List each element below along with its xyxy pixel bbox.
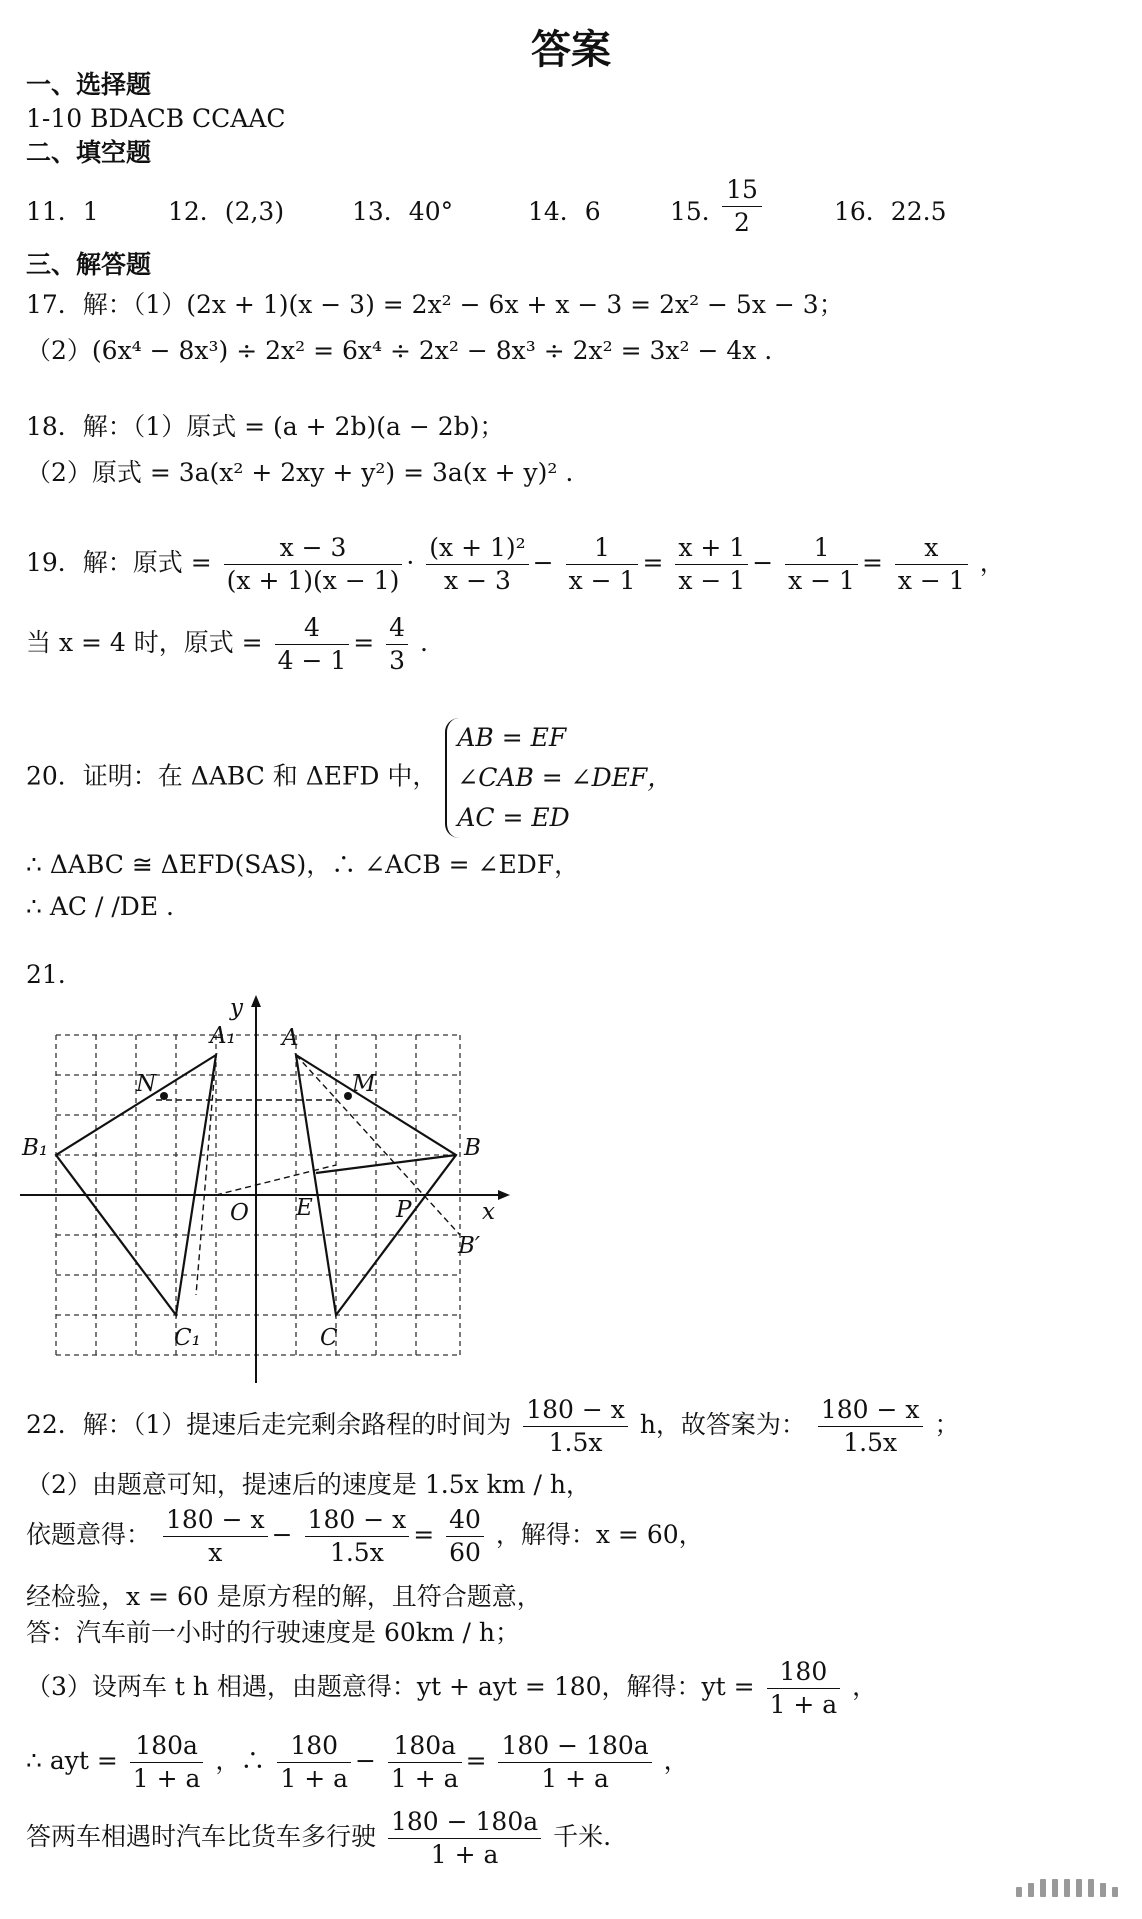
q19-line2: 当 x = 4 时，原式 = $\frac{4}{4 - 1}$ = $\frac{4}{3}$ . <box>26 613 428 675</box>
q21-label: 21. <box>26 960 66 989</box>
q19-fraction-4: $\frac{x + 1}{x - 1}$ <box>675 532 748 597</box>
page-title: 答案 <box>531 27 611 73</box>
q20-line3: ∴ AC / /DE . <box>26 892 174 921</box>
answer-16: 16．22.5 <box>834 197 947 226</box>
section-choice: 一、选择题 <box>26 70 152 99</box>
label-n: N <box>136 1071 157 1097</box>
q20-line1 <box>26 718 672 838</box>
choice-answers: 1-10 BDACB CCAAC <box>26 104 286 133</box>
section-fill: 二、填空题 <box>26 138 152 167</box>
q19-line2-fraction-1: $\frac{4}{4 - 1}$ <box>275 612 350 677</box>
dashed-construction-lines <box>156 1055 460 1295</box>
q22-eq-fraction-3: $\frac{40}{60}$ <box>446 1504 484 1569</box>
q20-line2: ∴ ΔABC ≅ ΔEFD(SAS)，∴ ∠ACB = ∠EDF， <box>26 850 580 879</box>
q22-eq-fraction-1: $\frac{180 - x}{x}$ <box>163 1504 268 1569</box>
q22-part1-fraction-2: $\frac{180 - x}{1.5x}$ <box>818 1394 923 1459</box>
label-b: B <box>464 1135 481 1161</box>
answer-14: 14．6 <box>528 197 601 226</box>
q18-part2: （2）原式 = 3a(x² + 2xy + y²) = 3a(x + y)² . <box>26 458 574 487</box>
q19-fraction-1: $\frac{x - 3}{(x + 1)(x - 1)}$ <box>224 532 403 597</box>
q22-part3: （3）设两车 t h 相遇，由题意得：yt + ayt = 180，解得：yt = $\frac{180}{1 + a}$ ， <box>26 1657 878 1719</box>
point-n <box>160 1092 168 1100</box>
q22-part1: 22．解：（1）提速后走完剩余路程的时间为 $\frac{180 - x}{1.5x}$ h，故答案为： $\frac{180 - x}{1.5x}$ ； <box>26 1395 960 1457</box>
q22-der-fraction-2: $\frac{180}{1 + a}$ <box>277 1730 351 1795</box>
q22-derivation: ∴ ayt = $\frac{180a}{1 + a}$ ，∴ $\frac{180}{1 + a}$ − $\frac{180a}{1 + a}$ = $\frac{180 - 180a}{1 + a}$ ， <box>26 1731 689 1793</box>
q20-lead: 20．证明：在 ΔABC 和 ΔEFD 中， <box>26 761 438 791</box>
fraction-denominator: 2 <box>734 208 750 237</box>
label-a: A <box>282 1025 299 1051</box>
q19-line1: 19．解：原式 = $\frac{x - 3}{(x + 1)(x - 1)}$ · $\frac{\text{(x + 1)²}}{x - 3}$ − $\frac{1}{x - 1}$ = $\frac{x + 1}{x - 1}$ − $\frac{1}{x - 1}$ = $\frac{x}{x - 1}$ ， <box>26 533 1005 595</box>
point-m <box>344 1092 352 1100</box>
label-b1: B₁ <box>22 1135 49 1161</box>
q22-der-fraction-3: $\frac{180a}{1 + a}$ <box>388 1730 462 1795</box>
answer-11: 11．1 <box>26 197 99 226</box>
answer-15-fraction <box>722 174 762 239</box>
q22-check: 经检验，x = 60 是原方程的解，且符合题意， <box>26 1582 542 1611</box>
q22-eq-fraction-2: $\frac{180 - x}{1.5x}$ <box>305 1504 410 1569</box>
q17-part2: （2）(6x⁴ − 8x³) ÷ 2x² = 6x⁴ ÷ 2x² − 8x³ ÷ 2x² = 3x² − 4x . <box>26 336 773 365</box>
section-solutions: 三、解答题 <box>26 250 152 279</box>
q19-fraction-6: $\frac{x}{x - 1}$ <box>895 532 968 597</box>
q19-fraction-3: $\frac{1}{x - 1}$ <box>566 532 639 597</box>
label-x-axis: x <box>482 1199 495 1225</box>
label-c1: C₁ <box>174 1325 201 1351</box>
q19-line2-fraction-2: $\frac{4}{3}$ <box>386 612 408 677</box>
q22-der-fraction-1: $\frac{180a}{1 + a}$ <box>130 1730 204 1795</box>
label-e: E <box>296 1195 313 1221</box>
q17-part1: 17．解：（1）(2x + 1)(x − 3) = 2x² − 6x + x − 3 = 2x² − 5x − 3； <box>26 290 844 319</box>
label-p: P <box>396 1197 412 1223</box>
q22-part1-fraction-1: $\frac{180 - x}{1.5x}$ <box>523 1394 628 1459</box>
fraction-numerator: 15 <box>722 174 762 207</box>
q19-lead: 19．解：原式 = <box>26 548 212 577</box>
q22-der-fraction-4: $\frac{180 - 180a}{1 + a}$ <box>498 1730 651 1795</box>
q22-part2: （2）由题意可知，提速后的速度是 1.5x km / h， <box>26 1470 591 1499</box>
label-c: C <box>320 1325 338 1351</box>
label-o: O <box>230 1200 249 1226</box>
q19-fraction-5: $\frac{1}{x - 1}$ <box>785 532 858 597</box>
answer-13: 13．40° <box>352 197 454 226</box>
q22-part3-fraction: $\frac{180}{1 + a}$ <box>767 1656 841 1721</box>
answer-15-label: 15． <box>670 197 727 226</box>
q22-final-fraction: $\frac{180 - 180a}{1 + a}$ <box>388 1806 541 1871</box>
q20-conditions: AB = EF ∠CAB = ∠DEF， AC = ED <box>445 718 672 838</box>
label-a1: A₁ <box>210 1023 236 1049</box>
axes <box>20 995 510 1383</box>
answer-12: 12．(2,3) <box>168 197 285 226</box>
point-labels <box>21 995 495 1351</box>
q22-equation: 依题意得： $\frac{180 - x}{x}$ − $\frac{180 - x}{1.5x}$ = $\frac{40}{60}$ ，解得：x = 60， <box>26 1505 704 1567</box>
watermark-bars <box>1016 1879 1118 1897</box>
q18-part1: 18．解：（1）原式 = (a + 2b)(a − 2b)； <box>26 412 505 441</box>
q19-fraction-2: $\frac{\text{(x + 1)²}}{x - 3}$ <box>426 532 528 597</box>
label-m: M <box>352 1071 376 1097</box>
q19-line2-lead: 当 x = 4 时，原式 = <box>26 628 263 657</box>
label-y-axis: y <box>230 995 243 1021</box>
label-b-prime: B′ <box>458 1233 481 1259</box>
q22-answer-2: 答：汽车前一小时的行驶速度是 60km / h； <box>26 1618 521 1647</box>
coordinate-grid-figure <box>20 995 520 1390</box>
q22-final-answer: 答两车相遇时汽车比货车多行驶 $\frac{180 - 180a}{1 + a}$ 千米. <box>26 1807 612 1869</box>
